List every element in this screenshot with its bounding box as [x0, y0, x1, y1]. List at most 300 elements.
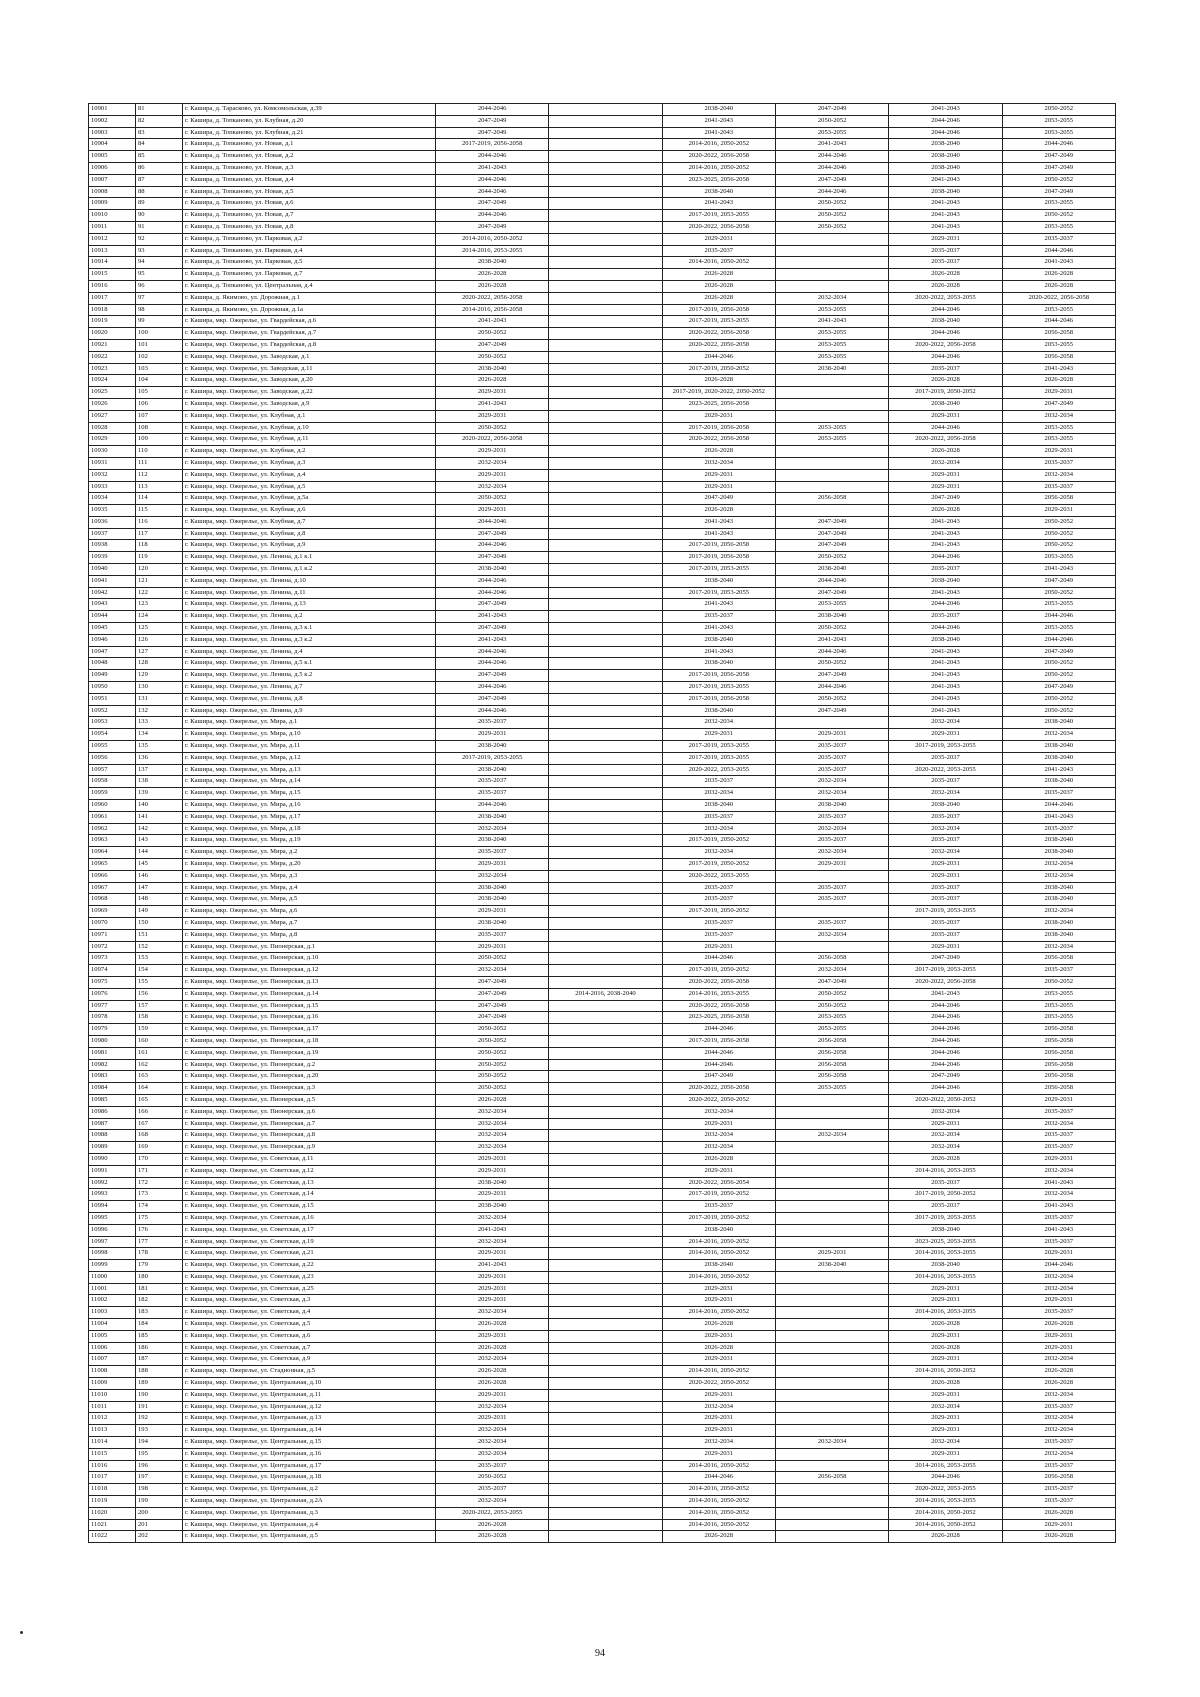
period-cell: 2047-2049: [775, 976, 888, 988]
address-cell: г. Кашира, мкр. Ожерелье, ул. Центральная, д.10: [183, 1378, 436, 1390]
table-row: [89, 965, 1116, 977]
row-number-cell: 195: [136, 1448, 183, 1460]
row-id-cell: 11002: [89, 1295, 136, 1307]
period-cell: 2035-2037: [1002, 233, 1115, 245]
row-number-cell: 119: [136, 552, 183, 564]
table-row: [89, 835, 1116, 847]
period-cell: 2044-2046: [775, 575, 888, 587]
row-number-cell: 184: [136, 1319, 183, 1331]
period-cell: 2038-2040: [436, 564, 549, 576]
row-number-cell: 131: [136, 693, 183, 705]
period-cell: 2050-2052: [1002, 705, 1115, 717]
period-cell: 2041-2043: [662, 646, 775, 658]
period-cell: [549, 316, 662, 328]
address-cell: г. Кашира, мкр. Ожерелье, ул. Ленина, д.10: [183, 575, 436, 587]
row-number-cell: 104: [136, 375, 183, 387]
period-cell: 2047-2049: [436, 1012, 549, 1024]
row-id-cell: 10990: [89, 1153, 136, 1165]
period-cell: 2044-2046: [1002, 316, 1115, 328]
table-row: [89, 1496, 1116, 1508]
row-id-cell: 10912: [89, 233, 136, 245]
table-row: [89, 104, 1116, 116]
row-number-cell: 91: [136, 221, 183, 233]
period-cell: 2041-2043: [889, 658, 1002, 670]
row-number-cell: 133: [136, 717, 183, 729]
period-cell: 2044-2046: [1002, 245, 1115, 257]
row-id-cell: 10911: [89, 221, 136, 233]
period-cell: 2029-2031: [662, 1283, 775, 1295]
row-id-cell: 10906: [89, 162, 136, 174]
period-cell: [549, 1083, 662, 1095]
row-id-cell: 10995: [89, 1212, 136, 1224]
table-row: [89, 127, 1116, 139]
row-number-cell: 161: [136, 1047, 183, 1059]
period-cell: 2047-2049: [775, 528, 888, 540]
period-cell: 2053-2055: [775, 351, 888, 363]
row-id-cell: 11007: [89, 1354, 136, 1366]
table-row: [89, 1413, 1116, 1425]
period-cell: 2041-2043: [1002, 257, 1115, 269]
row-number-cell: 98: [136, 304, 183, 316]
period-cell: 2056-2058: [1002, 1047, 1115, 1059]
period-cell: [549, 363, 662, 375]
period-cell: 2035-2037: [662, 894, 775, 906]
period-cell: 2047-2049: [436, 976, 549, 988]
row-id-cell: 10921: [89, 339, 136, 351]
table-row: [89, 339, 1116, 351]
address-cell: г. Кашира, д. Топканово, ул. Парковая, д.4: [183, 245, 436, 257]
period-cell: 2038-2040: [662, 1260, 775, 1272]
period-cell: 2017-2019, 2053-2055: [436, 752, 549, 764]
row-number-cell: 137: [136, 764, 183, 776]
address-cell: г. Кашира, мкр. Ожерелье, ул. Пионерская, д.19: [183, 1047, 436, 1059]
row-number-cell: 134: [136, 729, 183, 741]
period-cell: 2026-2028: [662, 505, 775, 517]
period-cell: 2044-2046: [775, 646, 888, 658]
table-row: [89, 1024, 1116, 1036]
period-cell: 2041-2043: [889, 221, 1002, 233]
period-cell: 2032-2034: [662, 1130, 775, 1142]
row-id-cell: 10953: [89, 717, 136, 729]
period-cell: 2044-2046: [889, 623, 1002, 635]
row-number-cell: 108: [136, 422, 183, 434]
schedule-table-body: [89, 104, 1116, 1543]
table-row: [89, 870, 1116, 882]
period-cell: 2020-2022, 2053-2055: [436, 1507, 549, 1519]
table-row: [89, 552, 1116, 564]
row-id-cell: 11001: [89, 1283, 136, 1295]
period-cell: 2029-2031: [436, 906, 549, 918]
period-cell: [549, 457, 662, 469]
period-cell: 2056-2058: [775, 1059, 888, 1071]
period-cell: [549, 1496, 662, 1508]
period-cell: 2026-2028: [436, 375, 549, 387]
period-cell: 2032-2034: [436, 1496, 549, 1508]
row-number-cell: 130: [136, 682, 183, 694]
row-number-cell: 94: [136, 257, 183, 269]
row-number-cell: 128: [136, 658, 183, 670]
row-number-cell: 156: [136, 988, 183, 1000]
period-cell: 2053-2055: [775, 1083, 888, 1095]
row-number-cell: 124: [136, 611, 183, 623]
period-cell: 2026-2028: [889, 375, 1002, 387]
address-cell: г. Кашира, мкр. Ожерелье, ул. Советская, д.11: [183, 1153, 436, 1165]
row-id-cell: 10941: [89, 575, 136, 587]
period-cell: [549, 115, 662, 127]
row-number-cell: 159: [136, 1024, 183, 1036]
period-cell: 2035-2037: [1002, 481, 1115, 493]
period-cell: 2029-2031: [662, 1389, 775, 1401]
table-row: [89, 1531, 1116, 1543]
period-cell: 2047-2049: [436, 599, 549, 611]
scan-speck: [20, 1631, 23, 1634]
period-cell: 2053-2055: [1002, 339, 1115, 351]
period-cell: [775, 1094, 888, 1106]
period-cell: 2044-2046: [436, 587, 549, 599]
period-cell: [549, 1059, 662, 1071]
period-cell: 2035-2037: [436, 776, 549, 788]
address-cell: г. Кашира, мкр. Ожерелье, ул. Мира, д.16: [183, 800, 436, 812]
period-cell: 2056-2058: [1002, 1071, 1115, 1083]
period-cell: 2038-2040: [436, 882, 549, 894]
address-cell: г. Кашира, мкр. Ожерелье, ул. Ленина, д.5 к.1: [183, 658, 436, 670]
period-cell: 2032-2034: [889, 1401, 1002, 1413]
table-row: [89, 516, 1116, 528]
period-cell: 2044-2046: [889, 1000, 1002, 1012]
period-cell: 2050-2052: [436, 1024, 549, 1036]
row-number-cell: 178: [136, 1248, 183, 1260]
period-cell: 2017-2019, 2056-2058: [662, 552, 775, 564]
period-cell: 2035-2037: [889, 776, 1002, 788]
period-cell: 2050-2052: [436, 328, 549, 340]
period-cell: [549, 1531, 662, 1543]
row-number-cell: 179: [136, 1260, 183, 1272]
table-row: [89, 505, 1116, 517]
period-cell: 2026-2028: [436, 1531, 549, 1543]
period-cell: 2035-2037: [889, 564, 1002, 576]
period-cell: 2053-2055: [1002, 115, 1115, 127]
row-number-cell: 110: [136, 446, 183, 458]
row-id-cell: 10913: [89, 245, 136, 257]
page-number: 94: [595, 1648, 605, 1659]
table-row: [89, 611, 1116, 623]
period-cell: 2041-2043: [775, 634, 888, 646]
period-cell: [549, 186, 662, 198]
period-cell: 2038-2040: [662, 104, 775, 116]
period-cell: [549, 882, 662, 894]
address-cell: г. Кашира, мкр. Ожерелье, ул. Клубная, д.9: [183, 540, 436, 552]
address-cell: г. Кашира, мкр. Ожерелье, ул. Советская, д.3: [183, 1295, 436, 1307]
row-number-cell: 111: [136, 457, 183, 469]
period-cell: 2050-2052: [775, 988, 888, 1000]
period-cell: 2053-2055: [775, 328, 888, 340]
table-row: [89, 1401, 1116, 1413]
period-cell: 2032-2034: [662, 1401, 775, 1413]
address-cell: г. Кашира, мкр. Ожерелье, ул. Ленина, д.4: [183, 646, 436, 658]
period-cell: [549, 1071, 662, 1083]
period-cell: 2041-2043: [775, 316, 888, 328]
row-id-cell: 10944: [89, 611, 136, 623]
period-cell: [549, 151, 662, 163]
address-cell: г. Кашира, мкр. Ожерелье, ул. Центральная, д.15: [183, 1437, 436, 1449]
period-cell: 2032-2034: [436, 870, 549, 882]
period-cell: 2032-2034: [436, 1425, 549, 1437]
period-cell: 2044-2046: [889, 422, 1002, 434]
period-cell: 2047-2049: [1002, 575, 1115, 587]
period-cell: 2029-2031: [662, 1330, 775, 1342]
period-cell: 2038-2040: [889, 398, 1002, 410]
row-id-cell: 10914: [89, 257, 136, 269]
row-id-cell: 10943: [89, 599, 136, 611]
period-cell: 2026-2028: [662, 269, 775, 281]
period-cell: 2044-2046: [889, 127, 1002, 139]
period-cell: 2032-2034: [436, 823, 549, 835]
row-number-cell: 140: [136, 800, 183, 812]
period-cell: 2020-2022, 2056-2058: [662, 434, 775, 446]
period-cell: 2044-2046: [662, 1024, 775, 1036]
table-row: [89, 398, 1116, 410]
period-cell: [549, 1413, 662, 1425]
period-cell: 2029-2031: [436, 1389, 549, 1401]
period-cell: 2041-2043: [889, 670, 1002, 682]
period-cell: 2032-2034: [662, 1106, 775, 1118]
period-cell: 2035-2037: [1002, 1106, 1115, 1118]
row-number-cell: 139: [136, 788, 183, 800]
period-cell: 2026-2028: [889, 1378, 1002, 1390]
address-cell: г. Кашира, д. Якимово, ул. Дорожная, д.1а: [183, 304, 436, 316]
period-cell: 2017-2019, 2050-2052: [662, 859, 775, 871]
row-number-cell: 176: [136, 1224, 183, 1236]
address-cell: г. Кашира, мкр. Ожерелье, ул. Мира, д.17: [183, 811, 436, 823]
row-id-cell: 11014: [89, 1437, 136, 1449]
period-cell: [549, 823, 662, 835]
address-cell: г. Кашира, д. Топканово, ул. Новая, д.4: [183, 174, 436, 186]
period-cell: [549, 162, 662, 174]
period-cell: 2038-2040: [1002, 847, 1115, 859]
period-cell: 2020-2022, 2056-2058: [889, 976, 1002, 988]
period-cell: 2044-2046: [662, 351, 775, 363]
period-cell: [549, 587, 662, 599]
row-number-cell: 158: [136, 1012, 183, 1024]
period-cell: 2038-2040: [775, 800, 888, 812]
period-cell: 2044-2046: [1002, 139, 1115, 151]
period-cell: 2032-2034: [662, 847, 775, 859]
period-cell: 2047-2049: [436, 988, 549, 1000]
period-cell: 2053-2055: [1002, 1012, 1115, 1024]
row-id-cell: 10951: [89, 693, 136, 705]
period-cell: 2038-2040: [436, 835, 549, 847]
period-cell: 2044-2046: [662, 953, 775, 965]
period-cell: 2035-2037: [1002, 823, 1115, 835]
period-cell: 2053-2055: [775, 1024, 888, 1036]
address-cell: г. Кашира, мкр. Ожерелье, ул. Пионерская, д.1: [183, 941, 436, 953]
period-cell: 2053-2055: [775, 304, 888, 316]
period-cell: [549, 375, 662, 387]
table-row: [89, 1448, 1116, 1460]
period-cell: 2035-2037: [662, 917, 775, 929]
period-cell: [549, 469, 662, 481]
period-cell: [775, 1460, 888, 1472]
period-cell: 2041-2043: [889, 646, 1002, 658]
table-row: [89, 658, 1116, 670]
period-cell: 2035-2037: [1002, 1142, 1115, 1154]
period-cell: 2035-2037: [1002, 1212, 1115, 1224]
period-cell: 2029-2031: [1002, 1295, 1115, 1307]
row-number-cell: 88: [136, 186, 183, 198]
period-cell: 2014-2016, 2050-2052: [662, 1507, 775, 1519]
period-cell: 2035-2037: [1002, 1437, 1115, 1449]
period-cell: 2032-2034: [436, 965, 549, 977]
address-cell: г. Кашира, мкр. Ожерелье, ул. Клубная, д.5: [183, 481, 436, 493]
address-cell: г. Кашира, мкр. Ожерелье, ул. Мира, д.15: [183, 788, 436, 800]
address-cell: г. Кашира, мкр. Ожерелье, ул. Гвардейская, д.7: [183, 328, 436, 340]
period-cell: 2032-2034: [1002, 1389, 1115, 1401]
period-cell: 2044-2046: [889, 351, 1002, 363]
address-cell: г. Кашира, мкр. Ожерелье, ул. Центральная, д.14: [183, 1425, 436, 1437]
period-cell: 2041-2043: [436, 162, 549, 174]
row-number-cell: 89: [136, 198, 183, 210]
table-row: [89, 1342, 1116, 1354]
row-id-cell: 10954: [89, 729, 136, 741]
period-cell: 2038-2040: [662, 634, 775, 646]
period-cell: 2038-2040: [889, 316, 1002, 328]
period-cell: 2017-2019, 2053-2055: [662, 210, 775, 222]
row-id-cell: 10938: [89, 540, 136, 552]
address-cell: г. Кашира, мкр. Ожерелье, ул. Мира, д.11: [183, 741, 436, 753]
address-cell: г. Кашира, мкр. Ожерелье, ул. Заводская, д.11: [183, 363, 436, 375]
period-cell: [549, 1283, 662, 1295]
row-number-cell: 146: [136, 870, 183, 882]
period-cell: 2038-2040: [1002, 717, 1115, 729]
table-row: [89, 422, 1116, 434]
address-cell: г. Кашира, мкр. Ожерелье, ул. Мира, д.7: [183, 917, 436, 929]
period-cell: [775, 1519, 888, 1531]
row-number-cell: 166: [136, 1106, 183, 1118]
period-cell: 2047-2049: [436, 339, 549, 351]
period-cell: 2044-2046: [889, 1059, 1002, 1071]
address-cell: г. Кашира, мкр. Ожерелье, ул. Гвардейская, д.8: [183, 339, 436, 351]
period-cell: 2041-2043: [436, 398, 549, 410]
period-cell: [549, 1484, 662, 1496]
period-cell: 2041-2043: [436, 316, 549, 328]
period-cell: [549, 929, 662, 941]
address-cell: г. Кашира, мкр. Ожерелье, ул. Ленина, д.1 к.2: [183, 564, 436, 576]
period-cell: [775, 269, 888, 281]
period-cell: [775, 387, 888, 399]
address-cell: г. Кашира, мкр. Ожерелье, ул. Центральная, д.4: [183, 1519, 436, 1531]
period-cell: 2056-2058: [775, 1472, 888, 1484]
period-cell: 2029-2031: [436, 1283, 549, 1295]
period-cell: 2038-2040: [1002, 835, 1115, 847]
period-cell: 2026-2028: [436, 1378, 549, 1390]
period-cell: 2038-2040: [1002, 929, 1115, 941]
table-row: [89, 1319, 1116, 1331]
address-cell: г. Кашира, мкр. Ожерелье, ул. Пионерская, д.16: [183, 1012, 436, 1024]
period-cell: 2014-2016, 2050-2052: [662, 1271, 775, 1283]
period-cell: 2029-2031: [1002, 387, 1115, 399]
table-row: [89, 623, 1116, 635]
period-cell: 2050-2052: [775, 658, 888, 670]
period-cell: 2032-2034: [1002, 906, 1115, 918]
period-cell: [549, 1307, 662, 1319]
period-cell: [775, 505, 888, 517]
row-id-cell: 10966: [89, 870, 136, 882]
table-row: [89, 233, 1116, 245]
period-cell: [775, 1142, 888, 1154]
period-cell: 2029-2031: [889, 1425, 1002, 1437]
period-cell: 2041-2043: [1002, 1224, 1115, 1236]
table-row: [89, 1000, 1116, 1012]
address-cell: г. Кашира, мкр. Ожерелье, ул. Гвардейская, д.6: [183, 316, 436, 328]
table-row: [89, 351, 1116, 363]
address-cell: г. Кашира, мкр. Ожерелье, ул. Ленина, д.8: [183, 693, 436, 705]
row-number-cell: 175: [136, 1212, 183, 1224]
period-cell: 2032-2034: [1002, 1413, 1115, 1425]
period-cell: 2047-2049: [889, 1071, 1002, 1083]
period-cell: [549, 1248, 662, 1260]
address-cell: г. Кашира, мкр. Ожерелье, ул. Пионерская, д.13: [183, 976, 436, 988]
period-cell: 2038-2040: [1002, 776, 1115, 788]
period-cell: 2032-2034: [436, 1212, 549, 1224]
period-cell: 2035-2037: [889, 1177, 1002, 1189]
table-row: [89, 1059, 1116, 1071]
period-cell: 2026-2028: [889, 269, 1002, 281]
table-row: [89, 953, 1116, 965]
period-cell: 2050-2052: [1002, 174, 1115, 186]
period-cell: [549, 847, 662, 859]
period-cell: 2026-2028: [662, 1342, 775, 1354]
address-cell: г. Кашира, мкр. Ожерелье, ул. Мира, д.1: [183, 717, 436, 729]
period-cell: [549, 1224, 662, 1236]
table-row: [89, 564, 1116, 576]
period-cell: [549, 835, 662, 847]
row-number-cell: 115: [136, 505, 183, 517]
row-number-cell: 92: [136, 233, 183, 245]
period-cell: [775, 1236, 888, 1248]
period-cell: [549, 611, 662, 623]
period-cell: 2020-2022, 2056-2058: [662, 151, 775, 163]
period-cell: 2032-2034: [1002, 1165, 1115, 1177]
period-cell: 2017-2019, 2053-2055: [662, 587, 775, 599]
period-cell: 2041-2043: [889, 174, 1002, 186]
row-number-cell: 122: [136, 587, 183, 599]
row-id-cell: 11020: [89, 1507, 136, 1519]
period-cell: 2026-2028: [662, 446, 775, 458]
period-cell: [775, 1496, 888, 1508]
period-cell: [549, 646, 662, 658]
period-cell: 2038-2040: [662, 800, 775, 812]
period-cell: 2044-2046: [436, 646, 549, 658]
period-cell: 2041-2043: [889, 587, 1002, 599]
table-row: [89, 788, 1116, 800]
period-cell: 2029-2031: [889, 859, 1002, 871]
period-cell: 2035-2037: [662, 245, 775, 257]
period-cell: 2047-2049: [436, 670, 549, 682]
period-cell: [549, 623, 662, 635]
table-row: [89, 717, 1116, 729]
row-id-cell: 10969: [89, 906, 136, 918]
period-cell: 2050-2052: [775, 693, 888, 705]
row-number-cell: 118: [136, 540, 183, 552]
period-cell: 2044-2046: [889, 1024, 1002, 1036]
table-row: [89, 1142, 1116, 1154]
row-number-cell: 105: [136, 387, 183, 399]
address-cell: г. Кашира, мкр. Ожерелье, ул. Советская, д.17: [183, 1224, 436, 1236]
period-cell: [549, 174, 662, 186]
period-cell: [775, 1366, 888, 1378]
schedule-table: [88, 103, 1116, 1543]
period-cell: 2032-2034: [889, 788, 1002, 800]
